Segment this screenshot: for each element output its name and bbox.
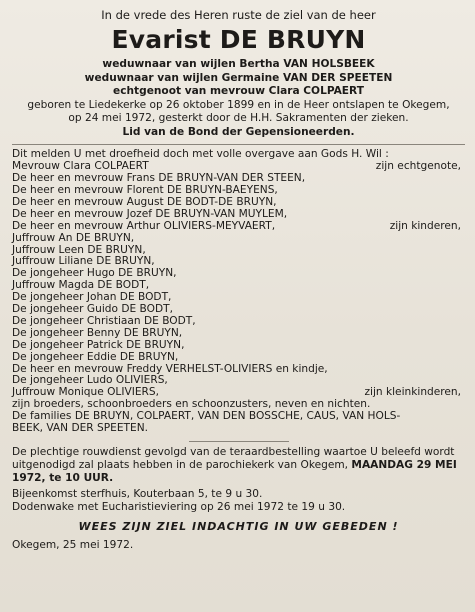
gathering-info: Bijeenkomst sterfhuis, Kouterbaan 5, te 9 u 30.	[12, 488, 263, 501]
family-relation: zijn kinderen,	[389, 219, 461, 232]
service-text: De plechtige rouwdienst gevolgd van de teraardbestelling waartoe U beleefd wordt uitgenodigd zal plaats hebben in de parochiekerk van Okegem,	[12, 446, 455, 471]
family-member-name: De jongeheer Benny DE BRUYN,	[12, 326, 183, 339]
family-row	[12, 352, 465, 364]
prayer-text: WEES ZIJN ZIEL INDACHTIG IN UW GEBEDEN !	[78, 519, 399, 533]
family-member-name: De heer en mevrouw Frans DE BRUYN-VAN DER STEEN,	[12, 172, 306, 185]
family-member-name: Mevrouw Clara COLPAERT	[12, 160, 149, 173]
family-row	[12, 221, 465, 233]
family-member-name: zijn broeders, schoonbroeders en schoonzusters, neven en nichten.	[12, 398, 371, 411]
family-member-name: De heer en mevrouw Freddy VERHELST-OLIVIERS en kindje,	[12, 362, 328, 375]
family-member-name: De heer en mevrouw Arthur OLIVIERS-MEYVAERT,	[12, 219, 276, 232]
family-member-name: Juffrouw Leen DE BRUYN,	[12, 243, 146, 256]
family-row	[12, 340, 465, 352]
family-member-name: De jongeheer Eddie DE BRUYN,	[12, 350, 179, 363]
biography-line: op 24 mei 1972, gesterkt door de H.H. Sakramenten der zieken.	[68, 112, 409, 125]
place-date: Okegem, 25 mei 1972.	[12, 538, 134, 551]
family-member-name: De heer en mevrouw Florent DE BRUYN-BAEYENS,	[12, 183, 278, 196]
family-member-name: Juffrouw An DE BRUYN,	[12, 231, 135, 244]
biography-line: geboren te Liedekerke op 26 oktober 1899 en in de Heer ontslapen te Okegem,	[27, 98, 450, 111]
family-member-name: De jongeheer Guido DE BODT,	[12, 303, 173, 316]
biography-line: echtgenoot van mevrouw Clara COLPAERT	[113, 85, 364, 98]
family-member-name: De jongeheer Christiaan DE BODT,	[12, 314, 196, 327]
vigil-info: Dodenwake met Eucharistieviering op 26 mei 1972 te 19 u 30.	[12, 501, 346, 514]
family-row	[12, 233, 465, 245]
biography-line: weduwnaar van wijlen Bertha VAN HOLSBEEK	[102, 58, 375, 70]
family-member-name: De jongeheer Hugo DE BRUYN,	[12, 267, 177, 280]
family-relation: zijn kleinkinderen,	[364, 386, 461, 399]
family-row	[12, 209, 465, 221]
family-member-name: De families DE BRUYN, COLPAERT, VAN DEN BOSSCHE, CAUS, VAN HOLS-	[12, 410, 401, 423]
divider-short	[189, 441, 289, 442]
announcement-text: Dit melden U met droefheid doch met volle overgave aan Gods H. Wil :	[12, 147, 389, 160]
family-member-name: Juffrouw Magda DE BODT,	[12, 279, 150, 292]
divider	[12, 144, 465, 145]
deceased-name: Evarist DE BRUYN	[111, 25, 366, 54]
intro-text: In de vrede des Heren ruste de ziel van de heer	[101, 8, 376, 22]
service-info	[12, 446, 465, 484]
biography-line: Lid van de Bond der Gepensioneerden.	[122, 125, 355, 138]
family-row	[12, 423, 465, 435]
family-member-name: De jongeheer Patrick DE BRUYN,	[12, 338, 185, 351]
family-row	[12, 197, 465, 209]
family-member-name: De jongeheer Johan DE BODT,	[12, 291, 172, 304]
family-row	[12, 328, 465, 340]
family-member-name: De heer en mevrouw Jozef DE BRUYN-VAN MUYLEM,	[12, 207, 288, 220]
family-list	[12, 161, 465, 435]
family-relation: zijn echtgenote,	[375, 160, 461, 173]
service-date: MAANDAG 29 MEI 1972, te 10 UUR.	[12, 458, 457, 484]
biography	[12, 58, 465, 140]
family-member-name: BEEK, VAN DER SPEETEN.	[12, 422, 148, 435]
family-member-name: Juffrouw Liliane DE BRUYN,	[12, 255, 155, 268]
family-member-name: De jongeheer Ludo OLIVIERS,	[12, 374, 168, 387]
family-member-name: De heer en mevrouw August DE BODT-DE BRUYN,	[12, 195, 277, 208]
family-member-name: Juffrouw Monique OLIVIERS,	[12, 386, 159, 399]
biography-line: weduwnaar van wijlen Germaine VAN DER SPEETEN	[84, 71, 393, 84]
